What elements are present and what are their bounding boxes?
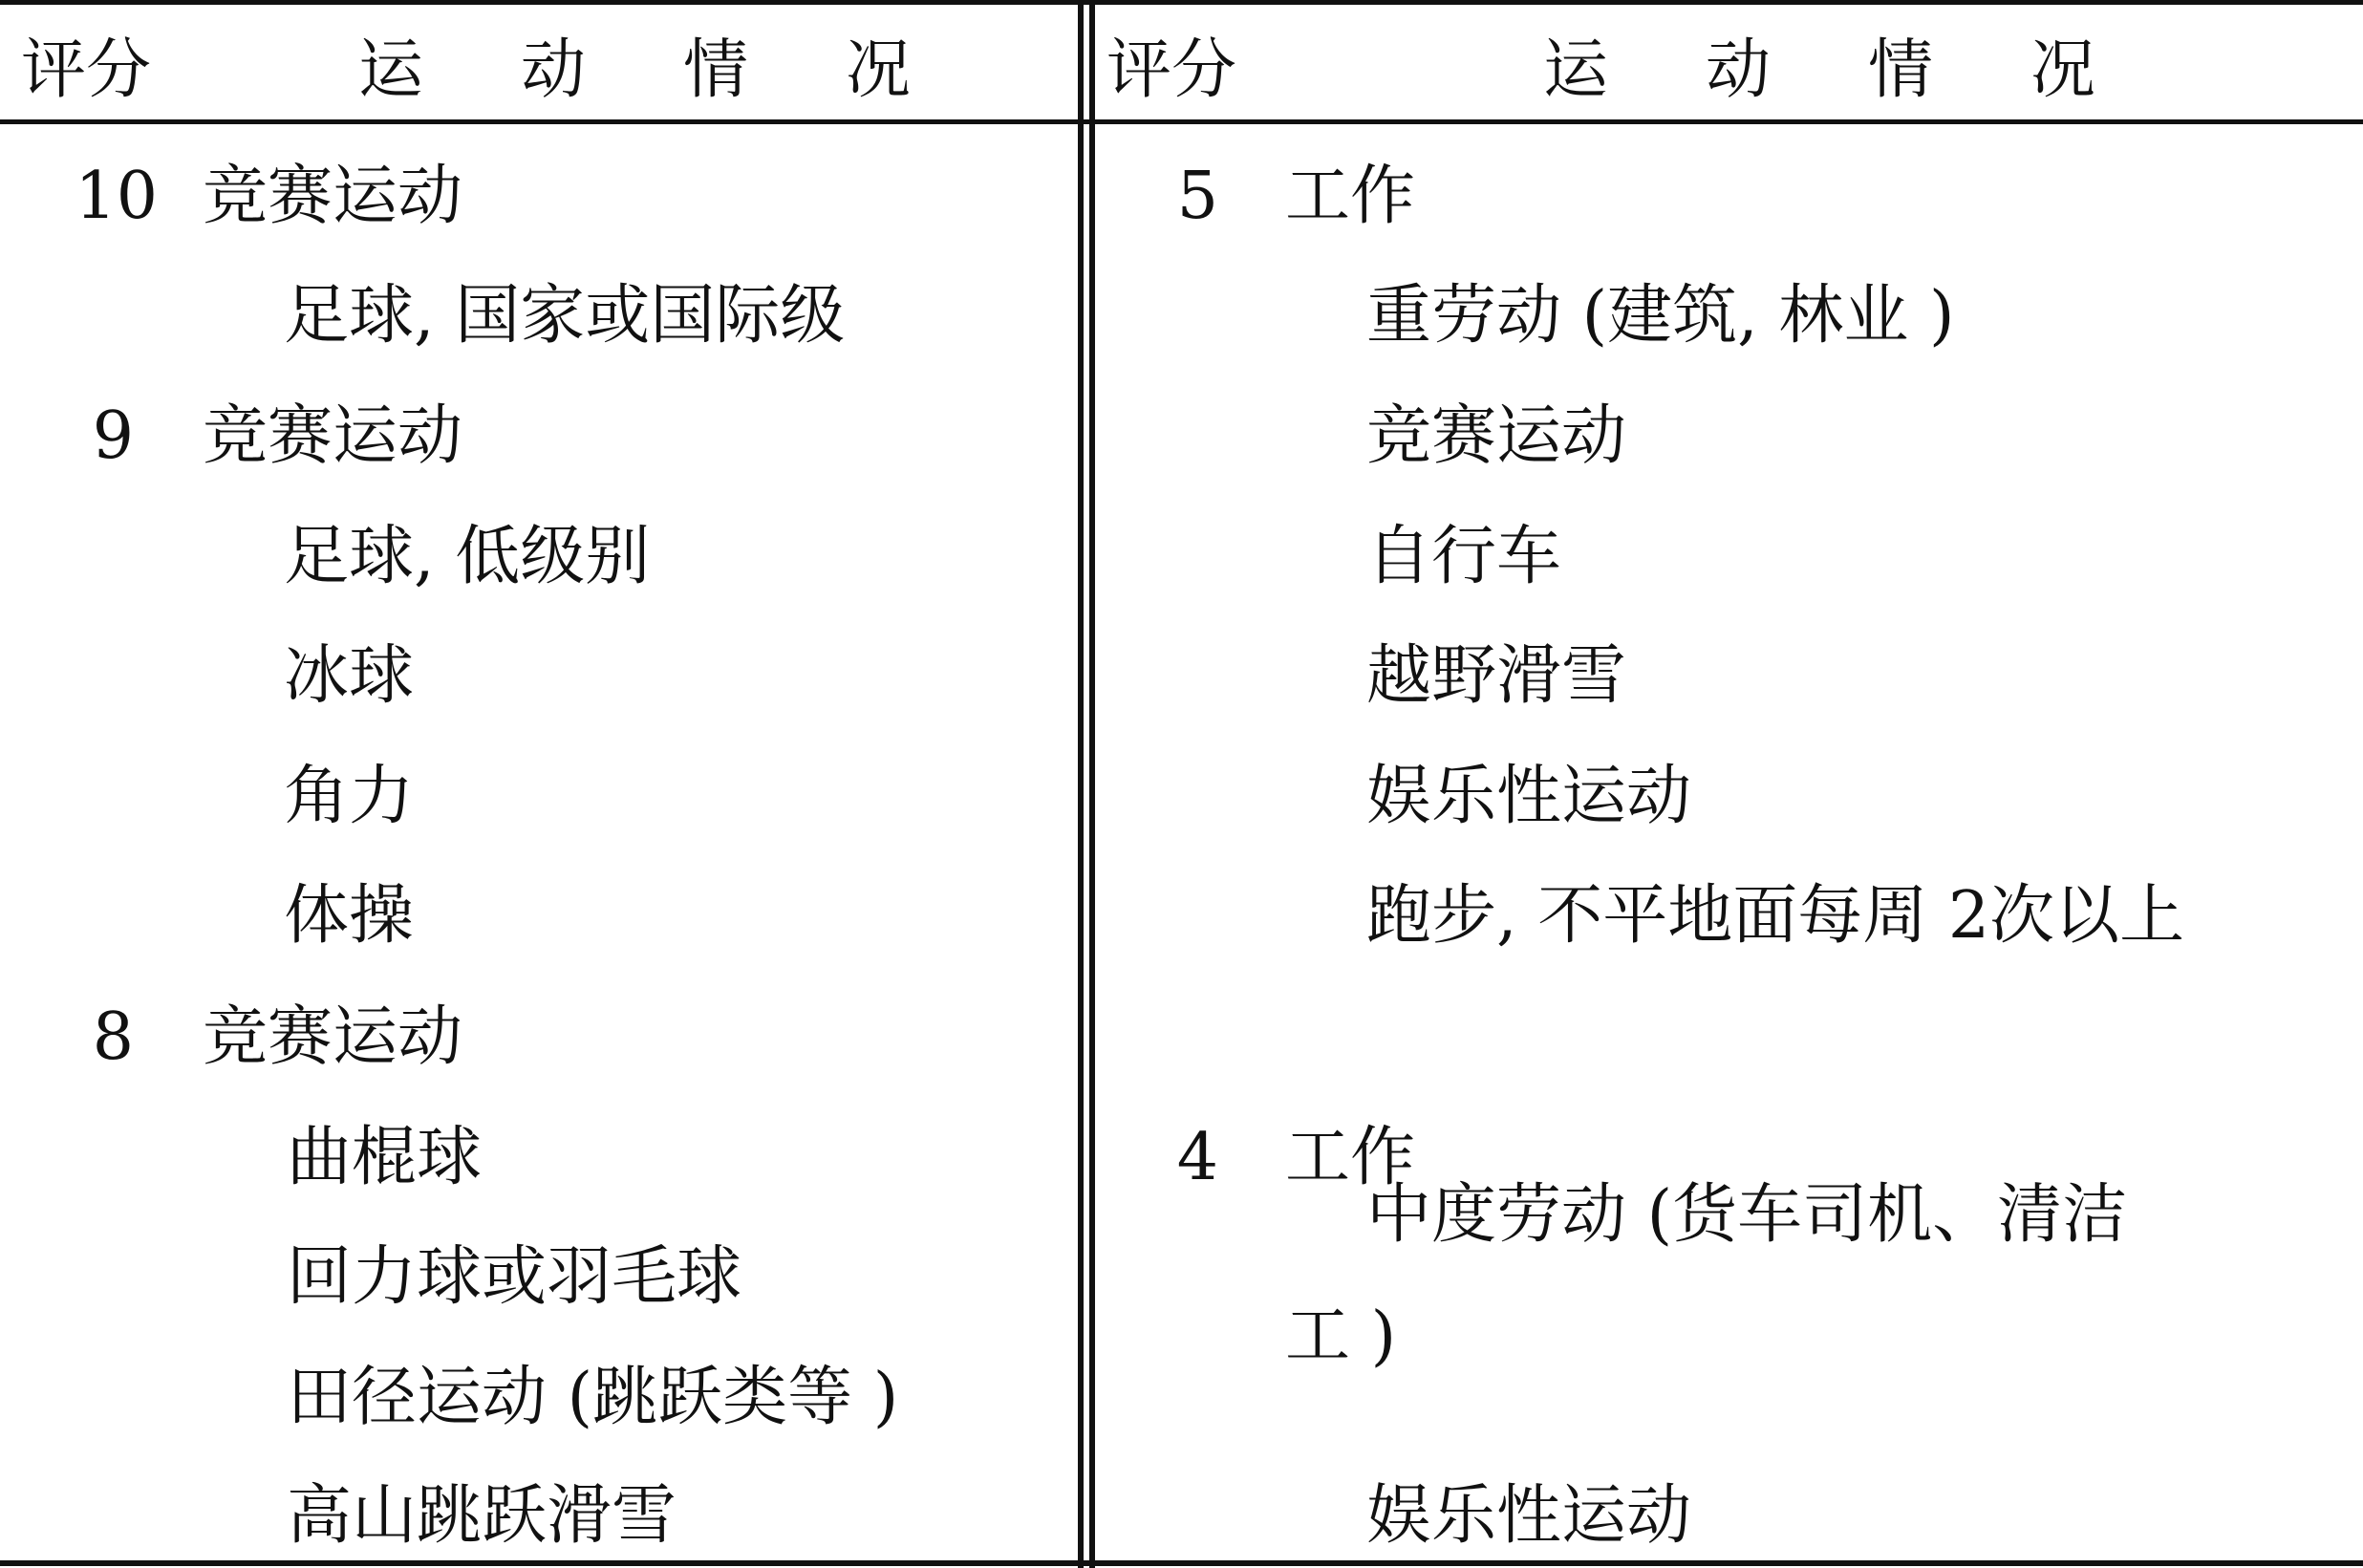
left-row-8-text: 竞赛运动	[203, 999, 463, 1075]
right-row-1-score: 5	[1176, 159, 1218, 234]
left-row-4-text: 足球, 低级别	[284, 519, 651, 594]
left-header-situation-1: 运	[358, 32, 424, 108]
left-row-2-text: 足球, 国家或国际级	[284, 278, 846, 354]
right-row-7-text: 跑步, 不平地面每周 2次以上	[1366, 878, 2185, 954]
right-row-8-score: 4	[1176, 1120, 1218, 1195]
right-header-situation-4: 况	[2030, 32, 2096, 108]
right-header-score: 评分	[1106, 32, 1237, 108]
left-header-situation-3: 情	[683, 32, 749, 108]
left-row-5-text: 冰球	[284, 638, 415, 714]
left-header-score: 评分	[21, 32, 152, 108]
right-row-6-text: 娱乐性运动	[1366, 759, 1692, 834]
right-row-11-text: 娱乐性运动	[1366, 1478, 1692, 1554]
left-row-9-text: 曲棍球	[287, 1120, 483, 1195]
left-row-6-text: 角力	[284, 759, 415, 834]
right-row-3-text: 竞赛运动	[1366, 398, 1627, 474]
left-row-1-score: 10	[75, 159, 158, 234]
left-row-8-score: 8	[92, 999, 134, 1075]
column-divider-right	[1089, 0, 1095, 1568]
right-row-2-text: 重劳动 (建筑, 林业 )	[1366, 278, 1955, 354]
bottom-rule	[0, 1560, 2363, 1566]
column-divider-left	[1078, 0, 1084, 1568]
right-row-10-text: 工 )	[1285, 1299, 1397, 1374]
header-rule	[0, 119, 2363, 124]
right-row-9-text: 中度劳动 (货车司机、清洁	[1366, 1177, 2128, 1253]
left-header-situation-4: 况	[846, 32, 912, 108]
left-header-situation-2: 动	[521, 32, 587, 108]
right-row-1-text: 工作	[1285, 159, 1416, 234]
left-row-11-text: 田径运动 (跳跃类等 )	[287, 1360, 899, 1435]
right-header-situation-1: 运	[1543, 32, 1609, 108]
right-row-4-text: 自行车	[1366, 519, 1562, 594]
top-rule	[0, 0, 2363, 5]
right-header-situation-3: 情	[1868, 32, 1934, 108]
right-header-situation-2: 动	[1706, 32, 1772, 108]
left-row-12-text: 高山跳跃滑雪	[287, 1478, 677, 1554]
left-row-3-score: 9	[92, 398, 134, 474]
right-row-8-text: 工作	[1285, 1120, 1416, 1195]
left-row-1-text: 竞赛运动	[203, 159, 463, 234]
right-row-5-text: 越野滑雪	[1366, 638, 1627, 714]
left-row-7-text: 体操	[284, 878, 415, 954]
left-row-10-text: 回力球或羽毛球	[287, 1239, 742, 1315]
left-row-3-text: 竞赛运动	[203, 398, 463, 474]
